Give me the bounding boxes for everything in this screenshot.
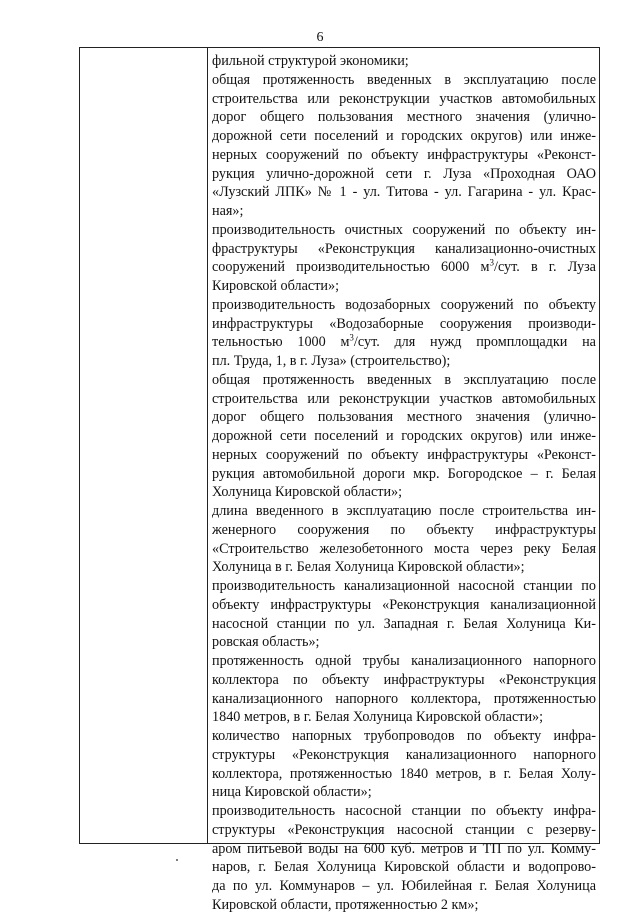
text-line: строительства или реконструкции участков автомобильных [212, 90, 596, 107]
text-line: коллектора, протяженностью 1840 метров, в г. Белая Холу- [212, 765, 596, 782]
text-line: Холуница в г. Белая Холуница Кировской области»; [212, 559, 525, 576]
table-text-column [212, 52, 596, 915]
text-line: рукция автомобильной дороги мкр. Богородское – г. Белая [212, 465, 596, 482]
text-line: дорог общего пользования местного значения (улично- [212, 109, 596, 126]
text-line: инфраструктуры «Водозаборные сооружения производи- [212, 315, 596, 332]
text-line: производительность насосной станции по объекту инфра- [212, 803, 596, 819]
text-line: дорожной сети поселений и городских округов) или инже- [212, 428, 596, 444]
text-line [212, 258, 596, 277]
text-line-main: тельностью 1000 м [212, 334, 350, 351]
text-line: «Строительство железобетонного моста через реку Белая [212, 540, 596, 557]
text-line: ровская область»; [212, 634, 320, 651]
text-line-rest: /сут. для нужд промплощадки на [353, 334, 596, 351]
page-number: 6 [316, 30, 324, 45]
text-line: нерных сооружений по объекту инфраструктуры «Реконст- [212, 146, 596, 163]
text-line: коллектора по объекту инфраструктуры «Реконструкция [212, 671, 596, 688]
text-line: производительность водозаборных сооружений по объекту [212, 296, 596, 313]
superscript: 3 [489, 257, 494, 268]
text-line: строительства или реконструкции участков автомобильных [212, 390, 596, 407]
text-line: наров, г. Белая Холуница Кировской области и водопрово- [212, 859, 596, 876]
text-line: Холуница Кировской области»; [212, 484, 403, 501]
text-line: общая протяженность введенных в эксплуатацию после [212, 371, 596, 388]
text-line: дорог общего пользования местного значения (улично- [212, 409, 596, 426]
text-line: протяженность одной трубы канализационного напорного [212, 653, 596, 669]
text-line: нерных сооружений по объекту инфраструктуры «Реконст- [212, 446, 596, 463]
text-line: пл. Труда, 1, в г. Луза» (строительство); [212, 353, 451, 369]
text-line: структуры «Реконструкция насосной станции с резерву- [212, 821, 596, 838]
text-line: Кировской области»; [212, 278, 340, 294]
text-line: женерного сооружения по объекту инфраструктуры [212, 521, 596, 538]
text-line: длина введенного в эксплуатацию после строительства ин- [212, 503, 596, 519]
text-line: канализационного напорного коллектора, протяженностью [212, 690, 596, 707]
text-line: аром питьевой воды на 600 куб. метров и ТП по ул. Комму- [212, 840, 596, 857]
text-line: производительность очистных сооружений по объекту ин- [212, 221, 596, 238]
text-line: ная»; [212, 203, 244, 219]
text-line: общая протяженность введенных в эксплуатацию после [212, 71, 596, 88]
text-line: 1840 метров, в г. Белая Холуница Кировской области»; [212, 709, 544, 726]
table-left-column [80, 48, 208, 843]
text-line: рукция улично-дорожной сети г. Луза «Проходная ОАО [212, 165, 596, 182]
text-line: «Лузский ЛПК» № 1 - ул. Титова - ул. Гагарина - ул. Крас- [212, 184, 596, 201]
text-line [212, 333, 596, 352]
text-line: дорожной сети поселений и городских округов) или инже- [212, 128, 596, 144]
text-line: насосной станции по ул. Западная г. Белая Холуница Ки- [212, 615, 596, 632]
text-line-rest: /сут. в г. Луза [494, 259, 596, 276]
text-line: объекту инфраструктуры «Реконструкция канализационной [212, 596, 596, 613]
text-line: производительность канализационной насосной станции по [212, 578, 596, 594]
text-line: количество напорных трубопроводов по объекту инфра- [212, 728, 596, 744]
text-line: да по ул. Коммунаров – ул. Юбилейная г. Белая Холуница [212, 878, 596, 894]
text-line: фильной структурой экономики; [212, 53, 409, 69]
text-line: ница Кировской области»; [212, 784, 372, 801]
text-line: фраструктуры «Реконструкция канализационно-очистных [212, 240, 596, 257]
text-line: структуры «Реконструкция канализационного напорного [212, 746, 596, 763]
document-table [79, 47, 600, 913]
text-line-main: сооружений производительностью 6000 м [212, 259, 490, 276]
text-line: Кировской области, протяженностью 2 км»; [212, 896, 479, 913]
scan-speck [176, 859, 178, 861]
superscript: 3 [349, 332, 354, 343]
